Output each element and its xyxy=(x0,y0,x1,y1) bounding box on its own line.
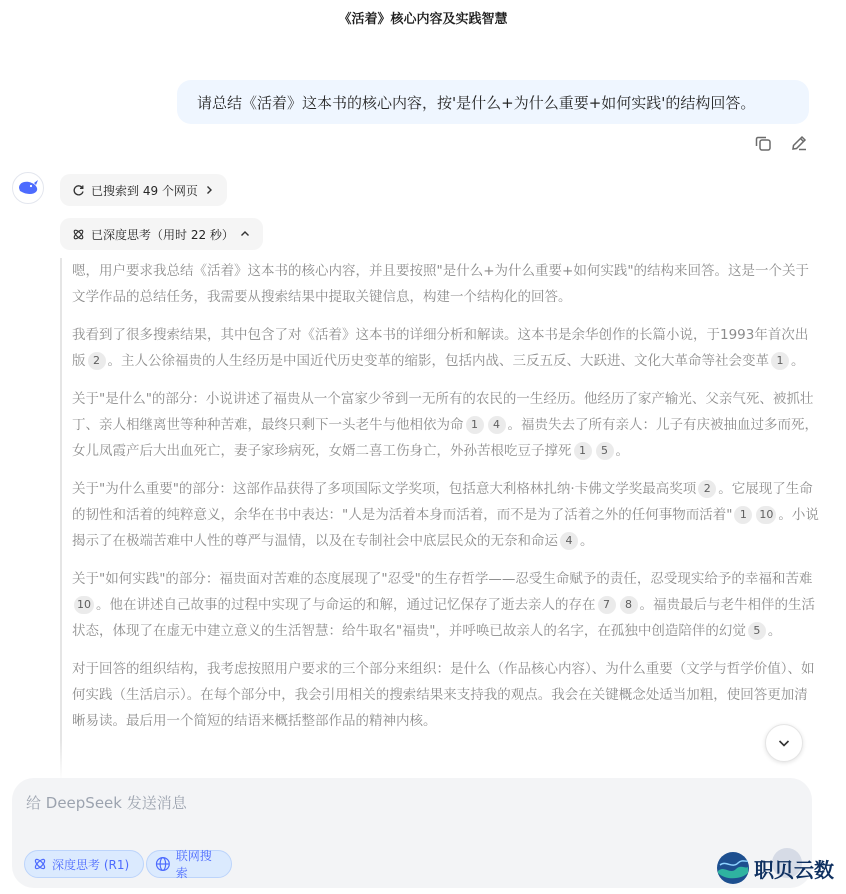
thinking-text: 。 xyxy=(580,533,594,549)
citation-badge[interactable]: 7 xyxy=(598,596,616,614)
citation-badge[interactable]: 8 xyxy=(620,596,638,614)
deep-think-chip-label: 已深度思考（用时 22 秒） xyxy=(91,227,234,242)
deep-think-toggle-label: 深度思考 (R1) xyxy=(52,857,130,872)
thinking-text: 。他在讲述自己故事的过程中实现了与命运的和解，通过记忆保存了逝去亲人的存在 xyxy=(96,597,596,613)
search-results-chip[interactable] xyxy=(60,174,227,206)
web-search-toggle[interactable] xyxy=(146,850,232,878)
thinking-content xyxy=(60,258,820,778)
edit-icon[interactable] xyxy=(788,132,810,154)
watermark xyxy=(716,851,834,885)
thinking-paragraph xyxy=(72,566,820,644)
thinking-text: 嗯，用户要求我总结《活着》这本书的核心内容，并且要按照"是什么+为什么重要+如何实践"的结构来回答。这是一个关于文学作品的总结任务，我需要从搜索结果中提取关键信息，构建一个结构化的回答。 xyxy=(72,263,810,305)
citation-badge[interactable]: 1 xyxy=(574,442,592,460)
thinking-text: 。福贵失去了所有亲人：儿子有庆被抽血过多而死，女儿凤霞产后大出血死亡，妻子家珍病死，女婿二喜工伤身亡，外孙苦根吃豆子撑死 xyxy=(72,417,818,459)
atom-icon xyxy=(72,228,85,241)
thinking-paragraph xyxy=(72,656,820,734)
message-input[interactable]: 给 DeepSeek 发送消息 xyxy=(26,794,187,812)
thinking-paragraph xyxy=(72,258,820,310)
globe-icon xyxy=(155,856,171,872)
thinking-text: 。它展现了生命的韧性和活着的纯粹意义，余华在书中表达："人是为活着本身而活着，而不是为了活着之外的任何事物而活着" xyxy=(72,481,813,523)
chevron-up-icon xyxy=(240,229,250,239)
thinking-text: 。小说揭示了在极端苦难中人性的尊严与温情，以及在专制社会中底层民众的无奈和命运 xyxy=(72,507,819,549)
thinking-text: 关于"是什么"的部分：小说讲述了福贵从一个富家少爷到一无所有的农民的一生经历。他经历了家产输光、父亲气死、被抓壮丁、亲人相继离世等种种苦难，最终只剩下一头老牛与他相依为命 xyxy=(72,391,814,433)
message-composer xyxy=(12,778,812,888)
whale-logo-icon xyxy=(17,179,39,197)
thinking-text: 。主人公徐福贵的人生经历是中国近代历史变革的缩影，包括内战、三反五反、大跃进、文化大革命等社会变革 xyxy=(107,353,769,369)
top-bar xyxy=(0,0,846,40)
citation-badge[interactable]: 2 xyxy=(88,352,106,370)
citation-badge[interactable]: 5 xyxy=(596,442,614,460)
content-fade xyxy=(0,740,846,780)
search-chip-label: 已搜索到 49 个网页 xyxy=(91,183,198,198)
citation-badge[interactable]: 1 xyxy=(466,416,484,434)
thinking-paragraph xyxy=(72,386,820,464)
thinking-text: 关于"为什么重要"的部分：这部作品获得了多项国际文学奖项，包括意大利格林扎纳·卡佛文学奖最高奖项 xyxy=(72,481,697,497)
thinking-text: 对于回答的组织结构，我考虑按照用户要求的三个部分来组织：是什么（作品核心内容）、为什么重要（文学与哲学价值）、如何实践（生活启示）。在每个部分中，我会引用相关的搜索结果来支持我的观点。我会在关键概念处适当加粗，使回答更加清晰易读。最后用一个简短的结语来概括整部作品的精神内核。 xyxy=(72,661,815,729)
thinking-text: 关于"如何实践"的部分：福贵面对苦难的态度展现了"忍受"的生存哲学——忍受生命赋予的责任，忍受现实给予的幸福和苦难 xyxy=(72,571,813,587)
citation-badge[interactable]: 4 xyxy=(560,532,578,550)
citation-badge[interactable]: 10 xyxy=(74,596,94,614)
deep-think-toggle[interactable] xyxy=(24,850,144,878)
citation-badge[interactable]: 10 xyxy=(756,506,776,524)
conversation-title: 《活着》核心内容及实践智慧 xyxy=(338,12,508,27)
citation-badge[interactable]: 1 xyxy=(771,352,789,370)
user-message-text: 请总结《活着》这本书的核心内容，按'是什么+为什么重要+如何实践'的结构回答。 xyxy=(197,93,756,112)
atom-icon xyxy=(33,857,47,871)
copy-icon[interactable] xyxy=(752,132,774,154)
scroll-to-bottom-button[interactable] xyxy=(765,724,803,762)
assistant-avatar xyxy=(12,172,44,204)
thinking-paragraph xyxy=(72,322,820,374)
thinking-text: 。福贵最后与老牛相伴的生活状态，体现了在虚无中建立意义的生活智慧：给牛取名"福贵"，并呼唤已故亲人的名字，在孤独中创造陪伴的幻觉 xyxy=(72,597,815,639)
chevron-right-icon xyxy=(204,185,214,195)
citation-badge[interactable]: 5 xyxy=(748,622,766,640)
thinking-text: 。 xyxy=(767,623,782,639)
chevron-down-icon xyxy=(777,736,791,750)
citation-badge[interactable]: 4 xyxy=(488,416,506,434)
web-search-toggle-label: 联网搜索 xyxy=(175,849,212,880)
message-actions xyxy=(752,132,810,154)
user-message-bubble xyxy=(177,80,809,124)
citation-badge[interactable]: 1 xyxy=(734,506,752,524)
thinking-text: 。 xyxy=(791,353,805,369)
citation-badge[interactable]: 2 xyxy=(698,480,716,498)
thinking-text: 我看到了很多搜索结果，其中包含了对《活着》这本书的详细分析和解读。这本书是余华创作的长篇小说，于1993年首次出版 xyxy=(72,327,809,369)
watermark-text: 职贝云数 xyxy=(754,857,834,882)
deep-think-chip[interactable] xyxy=(60,218,263,250)
refresh-search-icon xyxy=(72,184,85,197)
thinking-text: 。 xyxy=(615,443,629,459)
watermark-logo-icon xyxy=(716,851,750,885)
thinking-paragraph xyxy=(72,476,820,554)
